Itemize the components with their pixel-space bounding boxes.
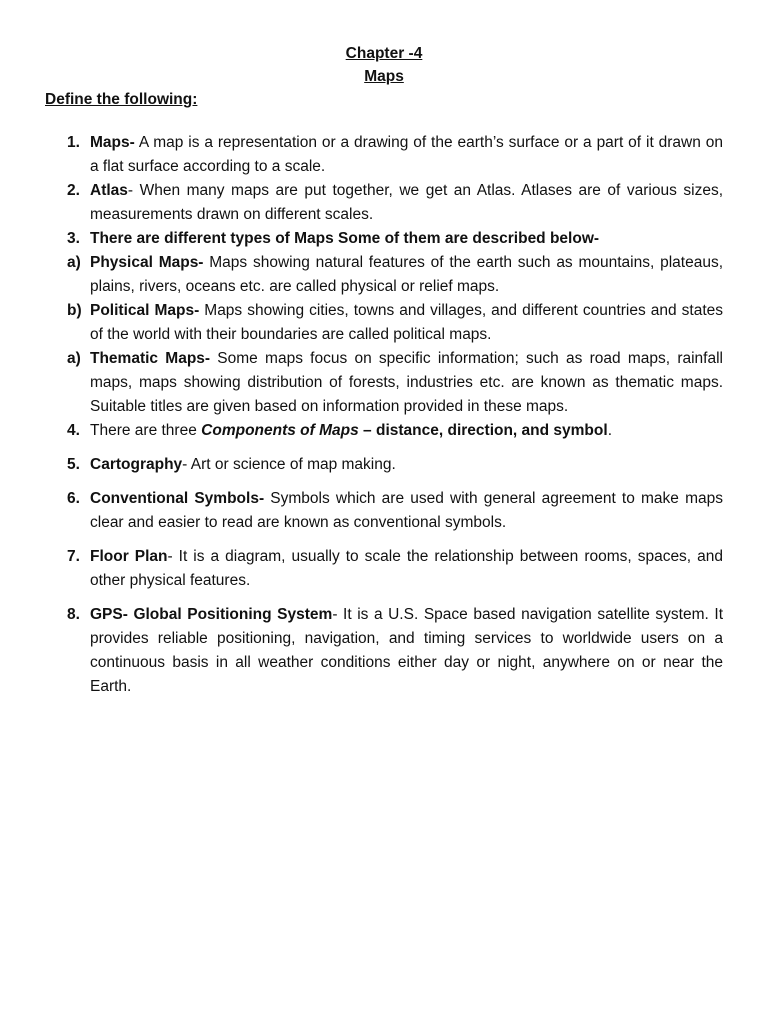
item-term: GPS- Global Positioning System bbox=[90, 606, 333, 623]
item-term: Maps- bbox=[90, 134, 135, 151]
list-item-conventional-symbols bbox=[0, 487, 768, 535]
item-term: There are different types of Maps Some of them are described below- bbox=[90, 230, 600, 247]
item-term: Cartography bbox=[90, 456, 183, 473]
item-text: A map is a representation or a drawing of the earth’s surface or a part of it drawn on a flat surface according to a scale. bbox=[90, 134, 723, 175]
list-item-maps bbox=[0, 131, 768, 179]
definition-list bbox=[0, 131, 768, 699]
item-marker: 2. bbox=[67, 182, 80, 199]
item-marker: 8. bbox=[67, 606, 80, 623]
item-text: - It is a diagram, usually to scale the relationship between rooms, spaces, and other physical features. bbox=[90, 548, 723, 589]
item-marker: 7. bbox=[67, 548, 80, 565]
item-term: Physical Maps- bbox=[90, 254, 204, 271]
item-term: Conventional Symbols- bbox=[90, 490, 265, 507]
list-item-gps bbox=[0, 603, 768, 699]
item-prefix: There are three bbox=[90, 422, 202, 439]
item-marker: 6. bbox=[67, 490, 80, 507]
item-term-tail: – distance, direction, and symbol bbox=[358, 422, 608, 439]
list-item-cartography bbox=[0, 453, 768, 477]
list-item-map-types bbox=[0, 227, 768, 251]
item-term-italic: Components of Maps bbox=[201, 422, 359, 439]
list-item-political-maps bbox=[0, 299, 768, 347]
item-text: Symbols which are used with general agreement to make maps clear and easier to read are known as conventional symbols. bbox=[90, 490, 723, 531]
item-term: Floor Plan bbox=[90, 548, 168, 565]
item-marker: a) bbox=[67, 350, 81, 367]
item-text: Some maps focus on specific information; such as road maps, rainfall maps, maps showing distribution of forests, industries etc. are known as thematic maps. Suitable titles are given based on information provided in these maps. bbox=[90, 350, 723, 415]
item-term: Atlas bbox=[90, 182, 128, 199]
item-marker: 4. bbox=[67, 422, 80, 439]
list-item-thematic-maps bbox=[0, 347, 768, 419]
define-heading: Define the following: bbox=[45, 91, 198, 108]
list-item-components bbox=[0, 419, 768, 443]
item-marker: b) bbox=[67, 302, 82, 319]
chapter-title: Maps bbox=[364, 68, 404, 85]
chapter-number: Chapter -4 bbox=[345, 45, 423, 62]
item-text: - When many maps are put together, we get an Atlas. Atlases are of various sizes, measurements drawn on different scales. bbox=[90, 182, 723, 223]
item-marker: 3. bbox=[67, 230, 80, 247]
item-text: Maps showing cities, towns and villages, and different countries and states of the world with their boundaries are called political maps. bbox=[90, 302, 723, 343]
item-text: Maps showing natural features of the earth such as mountains, plateaus, plains, rivers, oceans etc. are called physical or relief maps. bbox=[90, 254, 723, 295]
item-text: - It is a U.S. Space based navigation satellite system. It provides reliable positioning, navigation, and timing services to worldwide users on a continuous basis in all weather conditions either day or night, anywhere on or near the Earth. bbox=[90, 606, 723, 695]
item-marker: a) bbox=[67, 254, 81, 271]
list-item-floor-plan bbox=[0, 545, 768, 593]
item-marker: 1. bbox=[67, 134, 80, 151]
item-marker: 5. bbox=[67, 456, 80, 473]
list-item-physical-maps bbox=[0, 251, 768, 299]
list-item-atlas bbox=[0, 179, 768, 227]
item-term: Thematic Maps- bbox=[90, 350, 211, 367]
item-suffix: . bbox=[607, 422, 612, 439]
item-term: Political Maps- bbox=[90, 302, 200, 319]
item-text: - Art or science of map making. bbox=[182, 456, 396, 473]
